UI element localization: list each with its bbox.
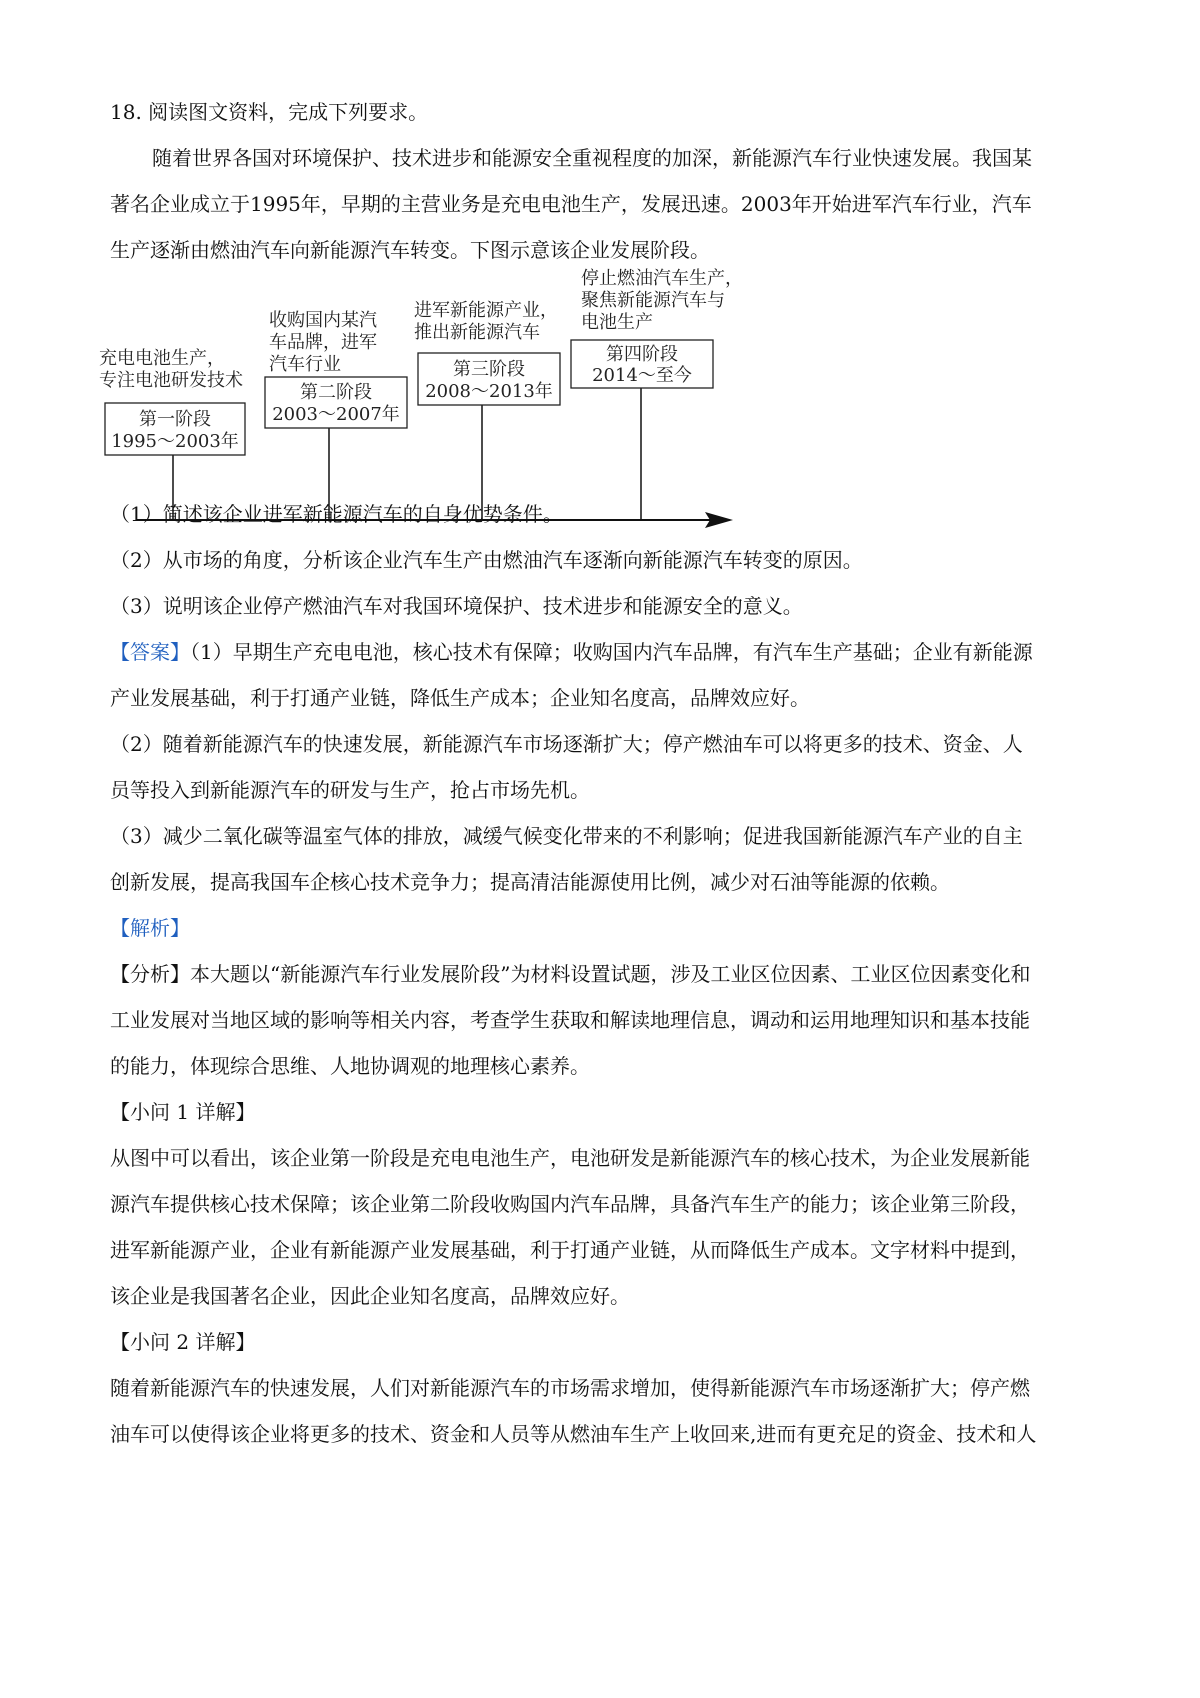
analysis-line: 的能力，体现综合思维、人地协调观的地理核心素养。 bbox=[110, 1054, 590, 1078]
stage-desc: 电池生产 bbox=[581, 312, 653, 333]
answer-line: 产业发展基础，利于打通产业链，降低生产成本；企业知名度高，品牌效应好。 bbox=[110, 686, 810, 710]
stage-desc: 车品牌，进军 bbox=[269, 332, 377, 353]
stage-desc: 聚焦新能源汽车与 bbox=[581, 290, 725, 311]
answer-line: （3）减少二氧化碳等温室气体的排放，减缓气候变化带来的不利影响；促进我国新能源汽车产业的自主 bbox=[110, 824, 1023, 848]
q1-detail-line: 进军新能源产业，企业有新能源产业发展基础，利于打通产业链，从而降低生产成本。文字材料中提到， bbox=[110, 1238, 1030, 1262]
intro-line: 生产逐渐由燃油汽车向新能源汽车转变。下图示意该企业发展阶段。 bbox=[110, 238, 710, 262]
stage-desc: 专注电池研发技术 bbox=[99, 370, 243, 391]
stage-name: 第二阶段 bbox=[300, 382, 372, 403]
stage-years: 2014～至今 bbox=[592, 365, 692, 386]
answer-line: 创新发展，提高我国车企核心技术竞争力；提高清洁能源使用比例，减少对石油等能源的依赖。 bbox=[110, 870, 950, 894]
stage-2 bbox=[265, 310, 407, 428]
stage-years: 2008～2013年 bbox=[425, 381, 553, 402]
analysis-tag: 【解析】 bbox=[110, 916, 190, 940]
q2-detail-line: 油车可以使得该企业将更多的技术、资金和人员等从燃油车生产上收回来,进而有更充足的资金、技术和人 bbox=[110, 1422, 1037, 1446]
q2-detail-tag: 【小问 2 详解】 bbox=[110, 1330, 256, 1354]
stage-4 bbox=[571, 268, 743, 388]
stage-years: 1995～2003年 bbox=[111, 431, 239, 452]
answer-line: 员等投入到新能源汽车的研发与生产，抢占市场先机。 bbox=[110, 778, 590, 802]
q1-detail-line: 源汽车提供核心技术保障；该企业第二阶段收购国内汽车品牌，具备汽车生产的能力；该企业第三阶段， bbox=[110, 1192, 1030, 1216]
stage-desc: 充电电池生产， bbox=[99, 348, 225, 369]
stage-name: 第三阶段 bbox=[453, 359, 525, 380]
q1-detail-line: 该企业是我国著名企业，因此企业知名度高，品牌效应好。 bbox=[110, 1284, 630, 1308]
q2-detail-line: 随着新能源汽车的快速发展，人们对新能源汽车的市场需求增加，使得新能源汽车市场逐渐扩大；停产燃 bbox=[110, 1376, 1030, 1400]
sub-question-3: （3）说明该企业停产燃油汽车对我国环境保护、技术进步和能源安全的意义。 bbox=[110, 594, 803, 618]
sub-question-1: （1）简述该企业进军新能源汽车的自身优势条件。 bbox=[110, 502, 563, 526]
q1-detail-tag: 【小问 1 详解】 bbox=[110, 1100, 256, 1124]
stage-years: 2003～2007年 bbox=[272, 404, 400, 425]
analysis-line: 工业发展对当地区域的影响等相关内容，考查学生获取和解读地理信息，调动和运用地理知识和基本技能 bbox=[110, 1008, 1030, 1032]
intro-line: 随着世界各国对环境保护、技术进步和能源安全重视程度的加深，新能源汽车行业快速发展。我国某 bbox=[152, 146, 1032, 170]
stage-desc: 进军新能源产业， bbox=[414, 300, 558, 321]
q1-detail-line: 从图中可以看出，该企业第一阶段是充电电池生产，电池研发是新能源汽车的核心技术，为企业发展新能 bbox=[110, 1146, 1030, 1170]
answer-line: 【答案】（1）早期生产充电电池，核心技术有保障；收购国内汽车品牌，有汽车生产基础；企业有新能源 bbox=[110, 640, 1033, 664]
stage-desc: 停止燃油汽车生产， bbox=[581, 268, 743, 289]
answer-tag: 【答案】 bbox=[110, 640, 190, 664]
intro-line: 著名企业成立于1995年，早期的主营业务是充电电池生产，发展迅速。2003年开始进军汽车行业，汽车 bbox=[110, 192, 1032, 216]
stage-3 bbox=[414, 300, 560, 405]
stage-desc: 推出新能源汽车 bbox=[414, 322, 540, 343]
answer-line: （2）随着新能源汽车的快速发展，新能源汽车市场逐渐扩大；停产燃油车可以将更多的技术、资金、人 bbox=[110, 732, 1023, 756]
stage-desc: 汽车行业 bbox=[269, 354, 341, 375]
stage-name: 第一阶段 bbox=[139, 409, 211, 430]
question-title: 18. 阅读图文资料，完成下列要求。 bbox=[110, 100, 429, 124]
fenxi-tag: 【分析】 bbox=[110, 962, 190, 986]
sub-question-2: （2）从市场的角度，分析该企业汽车生产由燃油汽车逐渐向新能源汽车转变的原因。 bbox=[110, 548, 863, 572]
stage-desc: 收购国内某汽 bbox=[269, 310, 377, 331]
analysis-line: 【分析】本大题以“新能源汽车行业发展阶段”为材料设置试题，涉及工业区位因素、工业区位因素变化和 bbox=[110, 962, 1031, 986]
stage-1 bbox=[99, 348, 245, 455]
stage-name: 第四阶段 bbox=[606, 344, 678, 365]
